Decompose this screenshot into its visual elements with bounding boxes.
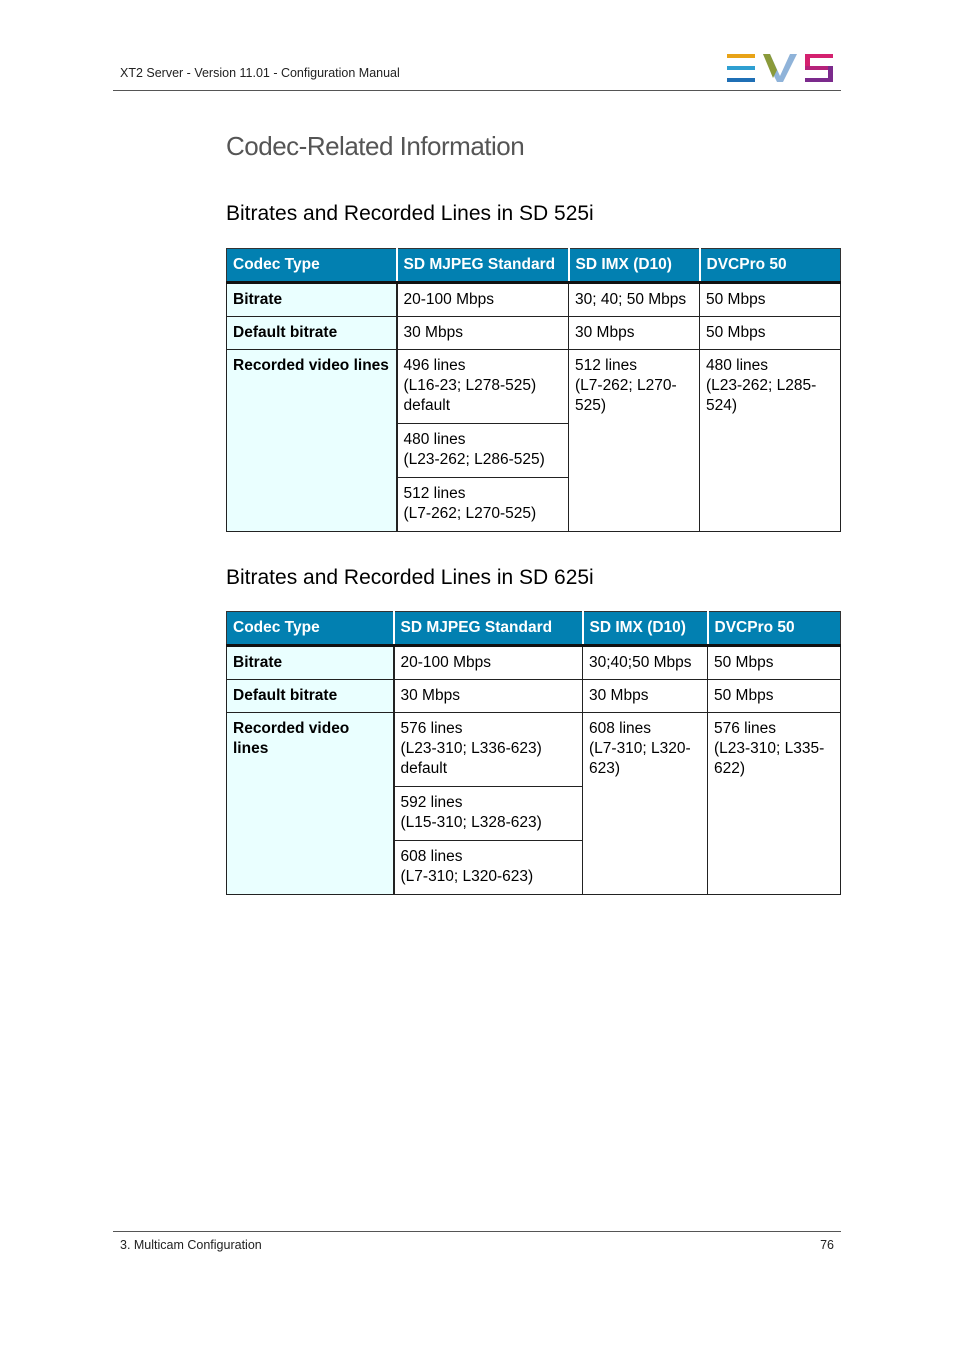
header-rule [113,90,841,91]
row-label: Bitrate [227,283,397,317]
evs-logo [727,54,834,82]
row-label: Recorded video lines [227,350,397,532]
row-label: Recorded video lines [227,713,394,895]
column-header: DVCPro 50 [700,249,841,283]
table-cell: 592 lines (L15-310; L328-623) [394,787,583,841]
table-header-row [227,249,841,283]
section-heading-525i: Bitrates and Recorded Lines in SD 525i [226,202,594,225]
table-row [227,680,841,713]
column-header: DVCPro 50 [708,612,841,646]
table-cell: 50 Mbps [708,646,841,680]
table-cell: 30 Mbps [394,680,583,713]
table-cell: 20-100 Mbps [394,646,583,680]
table-cell: 480 lines (L23-262; L286-525) [397,424,569,478]
table-cell: 50 Mbps [700,283,841,317]
footer-rule [113,1231,841,1232]
table-cell: 512 lines (L7-262; L270-525) [397,478,569,532]
table-cell: 512 lines (L7-262; L270- 525) [569,350,700,532]
column-header: SD MJPEG Standard [394,612,583,646]
row-label: Bitrate [227,646,394,680]
table-row [227,713,841,787]
table-cell: 30 Mbps [583,680,708,713]
table-cell: 576 lines (L23-310; L335- 622) [708,713,841,895]
table-header-row [227,612,841,646]
table-row [227,646,841,680]
row-label: Default bitrate [227,680,394,713]
section-heading-625i: Bitrates and Recorded Lines in SD 625i [226,566,594,589]
table-cell: 496 lines (L16-23; L278-525) default [397,350,569,424]
page-number: 76 [820,1238,834,1252]
table-cell: 576 lines (L23-310; L336-623) default [394,713,583,787]
table-cell: 20-100 Mbps [397,283,569,317]
table-cell: 608 lines (L7-310; L320- 623) [583,713,708,895]
table-cell: 30 Mbps [569,317,700,350]
table-cell: 50 Mbps [708,680,841,713]
table-cell: 480 lines (L23-262; L285- 524) [700,350,841,532]
running-header: XT2 Server - Version 11.01 - Configuration Manual [120,66,400,80]
table-cell: 30;40;50 Mbps [583,646,708,680]
table-row [227,283,841,317]
page-title: Codec-Related Information [226,131,525,161]
column-header: SD MJPEG Standard [397,249,569,283]
table-row [227,317,841,350]
table-cell: 608 lines (L7-310; L320-623) [394,841,583,895]
table-cell: 50 Mbps [700,317,841,350]
table-525i [226,248,841,532]
column-header: SD IMX (D10) [569,249,700,283]
table-625i [226,611,841,895]
table-cell: 30 Mbps [397,317,569,350]
footer-section: 3. Multicam Configuration [120,1238,262,1252]
column-header: Codec Type [227,612,394,646]
column-header: Codec Type [227,249,397,283]
table-row [227,350,841,424]
row-label: Default bitrate [227,317,397,350]
column-header: SD IMX (D10) [583,612,708,646]
table-cell: 30; 40; 50 Mbps [569,283,700,317]
